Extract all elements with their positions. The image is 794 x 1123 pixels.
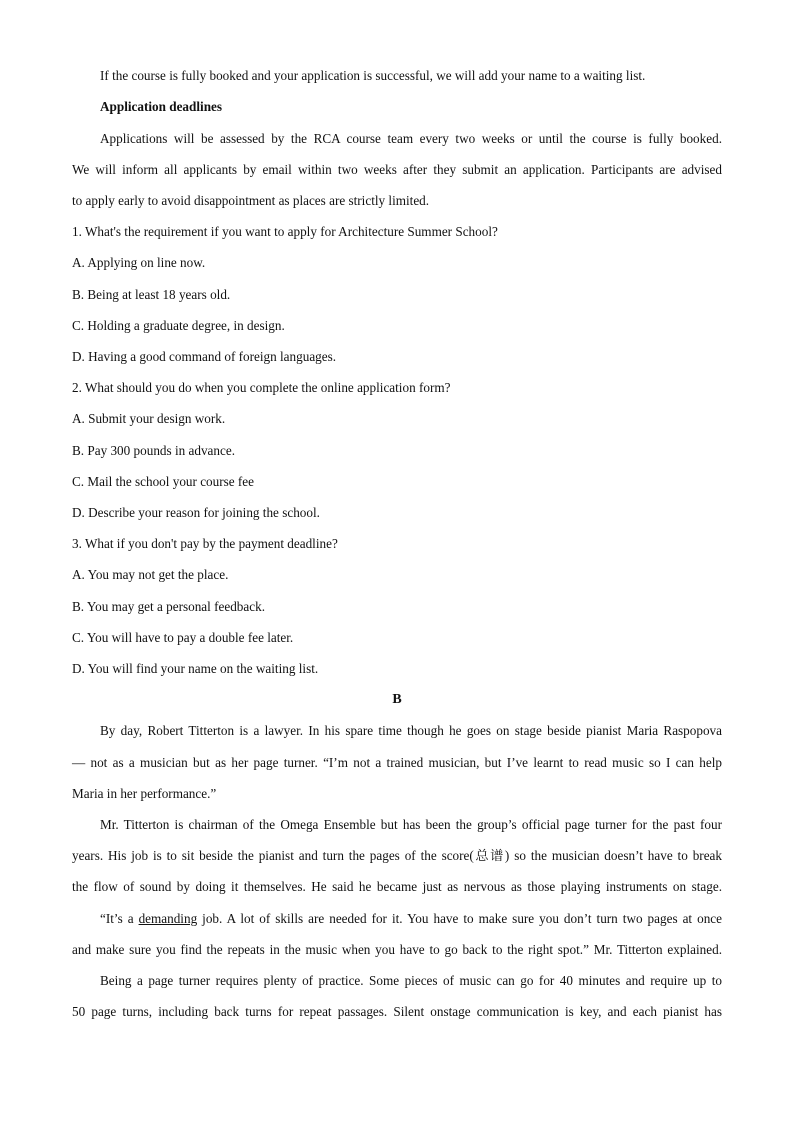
question-stem: 2. What should you do when you complete the online application form?: [72, 380, 451, 395]
passage-b-line: and make sure you find the repeats in the music when you have to go back to the right spot.” Mr. Titterton explained.: [72, 942, 722, 957]
answer-option: D. You will find your name on the waiting list.: [72, 661, 319, 676]
passage-b-line: the flow of sound by doing it themselves. He said he became just as nervous as those playing instruments on stage.: [72, 879, 722, 894]
answer-option: B. You may get a personal feedback.: [72, 599, 266, 614]
passage-b-line: Mr. Titterton is chairman of the Omega Ensemble but has been the group’s official page turner for the past four: [100, 817, 722, 832]
passage-b-line: — not as a musician but as her page turner. “I’m not a trained musician, but I’ve learnt to read music so I can help: [72, 755, 722, 770]
quote-start: “It’s a: [100, 911, 139, 926]
answer-option: B. Pay 300 pounds in advance.: [72, 443, 235, 458]
quote-rest: job. A lot of skills are needed for it. You have to make sure you don’t turn two pages at once: [197, 911, 722, 926]
deadlines-line: Applications will be assessed by the RCA course team every two weeks or until the course is fully booked.: [100, 131, 722, 146]
answer-option: B. Being at least 18 years old.: [72, 287, 231, 302]
answer-option: A. Submit your design work.: [72, 411, 226, 426]
answer-option: C. You will have to pay a double fee later.: [72, 630, 294, 645]
passage-b-line: [100, 910, 722, 928]
passage-b-line: By day, Robert Titterton is a lawyer. In his spare time though he goes on stage beside pianist Maria Raspopova: [100, 723, 722, 738]
passage-b-line: Being a page turner requires plenty of practice. Some pieces of music can go for 40 minutes and require up to: [100, 973, 722, 988]
question-stem: 3. What if you don't pay by the payment deadline?: [72, 536, 338, 551]
answer-option: C. Mail the school your course fee: [72, 474, 255, 489]
answer-option: D. Having a good command of foreign languages.: [72, 349, 337, 364]
passage-b-line: 50 page turns, including back turns for repeat passages. Silent onstage communication is key, and each pianist has: [72, 1004, 722, 1019]
answer-option: A. You may not get the place.: [72, 567, 229, 582]
deadlines-heading: Application deadlines: [100, 99, 223, 114]
answer-option: A. Applying on line now.: [72, 255, 206, 270]
underlined-word: demanding: [138, 911, 198, 926]
section-heading: B: [392, 692, 402, 707]
answer-option: D. Describe your reason for joining the school.: [72, 505, 320, 520]
question-stem: 1. What's the requirement if you want to apply for Architecture Summer School?: [72, 224, 498, 239]
answer-option: C. Holding a graduate degree, in design.: [72, 318, 285, 333]
deadlines-line: We will inform all applicants by email within two weeks after they submit an application. Participants are advised: [72, 162, 722, 177]
deadlines-line: to apply early to avoid disappointment as places are strictly limited.: [72, 193, 430, 208]
passage-b-line: years. His job is to sit beside the pianist and turn the pages of the score(总谱) so the musician doesn’t have to break: [72, 848, 722, 863]
passage-b-line: Maria in her performance.”: [72, 786, 217, 801]
waiting-list-paragraph: If the course is fully booked and your application is successful, we will add your name to a waiting list.: [100, 68, 646, 83]
